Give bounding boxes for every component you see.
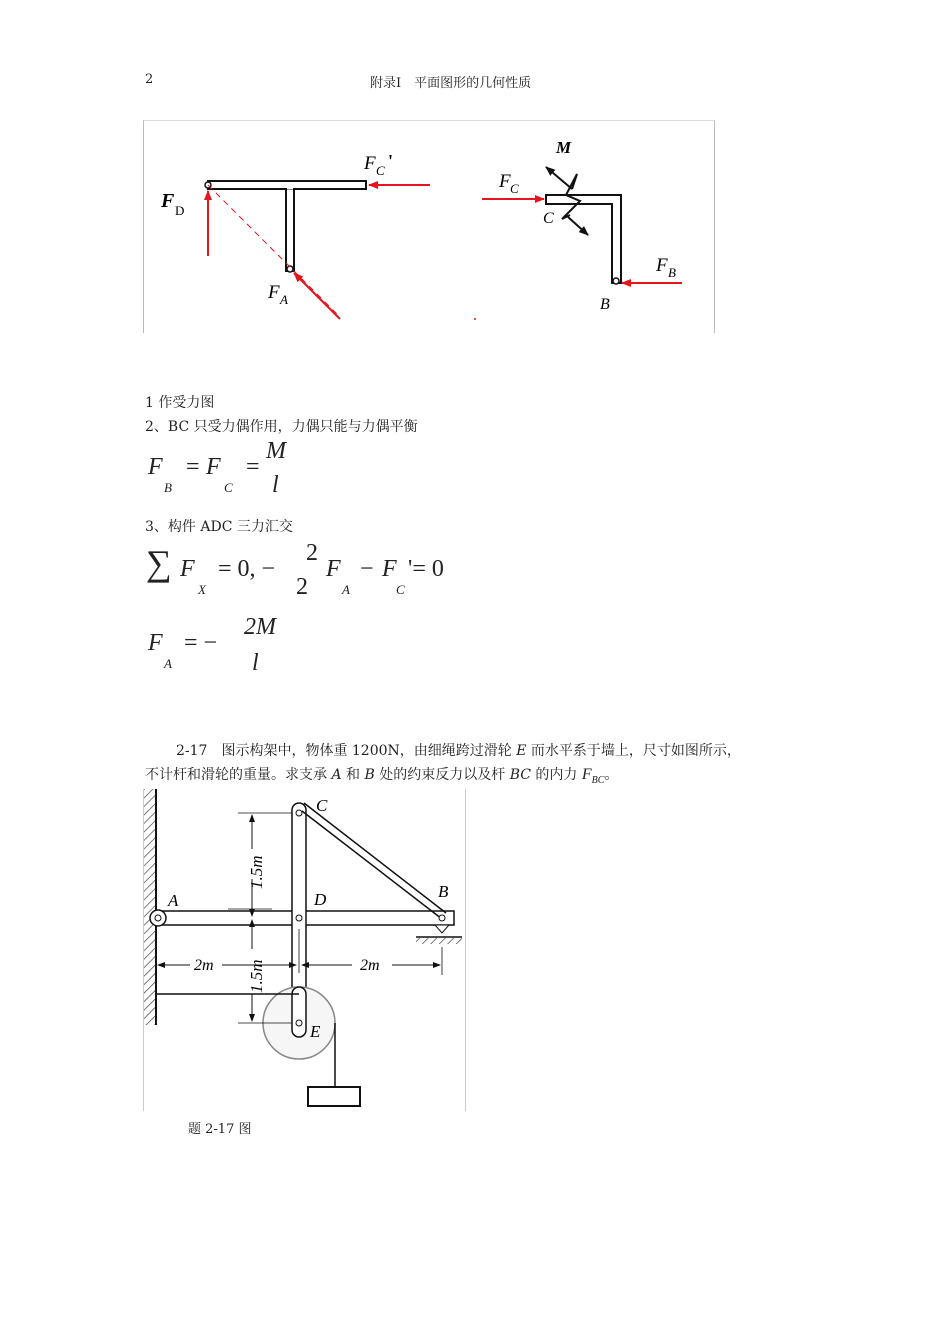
problem-var-bc: BC: [509, 767, 531, 783]
eq2-tail: '= 0: [408, 556, 444, 582]
label-fb-sub: B: [668, 265, 676, 280]
weight-block: [308, 1087, 360, 1106]
eq1-denominator: l: [272, 472, 279, 498]
problem-line-2: [145, 765, 618, 791]
frame-diagram: [144, 789, 465, 1111]
eq3-f1: F: [148, 630, 163, 656]
free-body-figure: [143, 120, 715, 333]
eq2-sub-c: C: [396, 582, 405, 597]
pin-d: [296, 915, 302, 921]
eq3-sub-a: A: [164, 656, 172, 671]
problem-var-f: F: [581, 766, 592, 783]
label-fa-sub: A: [280, 292, 288, 307]
label-fc-prime-mark: ': [388, 151, 394, 171]
dim-label-1-5m-bottom: 1.5m: [247, 959, 266, 993]
problem-var-e: E: [516, 743, 527, 759]
wall-hatching: [144, 789, 156, 1025]
label-c: C: [543, 210, 554, 227]
equation-fa: [148, 616, 308, 680]
eq3-denominator: l: [252, 650, 259, 676]
eq2-f3: F: [382, 556, 397, 582]
free-body-diagrams: [144, 121, 714, 333]
problem-line-1: [176, 741, 741, 761]
problem-text-2b: 和: [341, 767, 365, 783]
eq2-numerator: 2: [306, 540, 318, 566]
support-b: [416, 925, 462, 944]
pin-e-hub: [296, 1020, 302, 1026]
dim-label-2m-left: 2m: [194, 957, 214, 974]
label-fc-sub: C: [510, 181, 519, 196]
eq2-sub-a: A: [342, 582, 350, 597]
support-a: [150, 910, 166, 926]
equation-sum-fx: [146, 540, 476, 604]
dim-label-1-5m-top: 1.5m: [247, 855, 266, 889]
eq1-sub-c: C: [224, 480, 233, 495]
problem-text-1a: 2-17 图示构架中，物体重 1200N，由细绳跨过滑轮: [176, 743, 517, 759]
problem-text-2d: 的内力: [530, 767, 582, 783]
label-point-b: B: [438, 882, 449, 901]
label-fd-sub: D: [175, 203, 185, 218]
label-fa: F: [268, 282, 280, 303]
eq2-minus: −: [360, 556, 374, 582]
problem-text-1b: 而水平系于墙上，尺寸如图所示，: [526, 743, 741, 759]
problem-text-2c: 处的约束反力以及杆: [374, 767, 510, 783]
solution-step-1: 1 作受力图: [145, 395, 215, 411]
label-point-e: E: [310, 1022, 321, 1041]
eq3-equals-minus: = −: [184, 630, 218, 656]
solution-step-3: 3、构件 ADC 三力汇交: [145, 519, 293, 535]
figure-caption: 题 2-17 图: [188, 1122, 252, 1137]
member-bc: [546, 195, 621, 284]
label-fc: F: [499, 171, 511, 192]
problem-var-a: A: [331, 767, 342, 783]
label-m: M: [556, 138, 572, 157]
eq2-f2: F: [326, 556, 341, 582]
label-fc-prime-sub: C: [376, 163, 385, 178]
eq2-f1: F: [180, 556, 195, 582]
eq1-equals-1: =: [186, 454, 200, 480]
equation-fb-fc: [148, 440, 308, 500]
label-point-d: D: [314, 890, 327, 909]
eq2-sigma: ∑: [146, 543, 172, 583]
page-number: 2: [145, 72, 154, 87]
label-fd: F: [161, 190, 175, 212]
problem-var-b: B: [364, 767, 375, 783]
eq1-f1: F: [148, 454, 163, 480]
problem-text-end: 。: [604, 767, 619, 783]
eq2-sub-x: X: [198, 582, 206, 597]
member-adc: [205, 181, 366, 272]
label-b: B: [600, 296, 610, 313]
eq1-numerator: M: [266, 438, 286, 464]
solution-step-2: 2、BC 只受力偶作用，力偶只能与力偶平衡: [145, 419, 418, 435]
label-point-c: C: [316, 796, 328, 815]
eq1-f2: F: [206, 454, 221, 480]
problem-text-2a: 不计杆和滑轮的重量。求支承: [145, 767, 332, 783]
dim-label-2m-right: 2m: [360, 957, 380, 974]
eq2-denominator: 2: [296, 574, 308, 600]
pin-c: [296, 810, 302, 816]
running-title: 附录Ⅰ 平面图形的几何性质: [370, 76, 532, 91]
eq1-equals-2: =: [246, 454, 260, 480]
eq1-sub-b: B: [164, 480, 172, 495]
problem-var-f-sub: BC: [591, 774, 605, 786]
eq2-equals-zero: = 0, −: [218, 556, 276, 582]
label-fc-prime: F: [364, 153, 376, 174]
force-fa-arrow: [294, 273, 340, 319]
label-fb: F: [656, 255, 668, 276]
pin-b: [439, 915, 445, 921]
eq3-numerator: 2M: [244, 614, 276, 640]
label-point-a: A: [168, 891, 179, 910]
frame-figure: [143, 789, 466, 1111]
